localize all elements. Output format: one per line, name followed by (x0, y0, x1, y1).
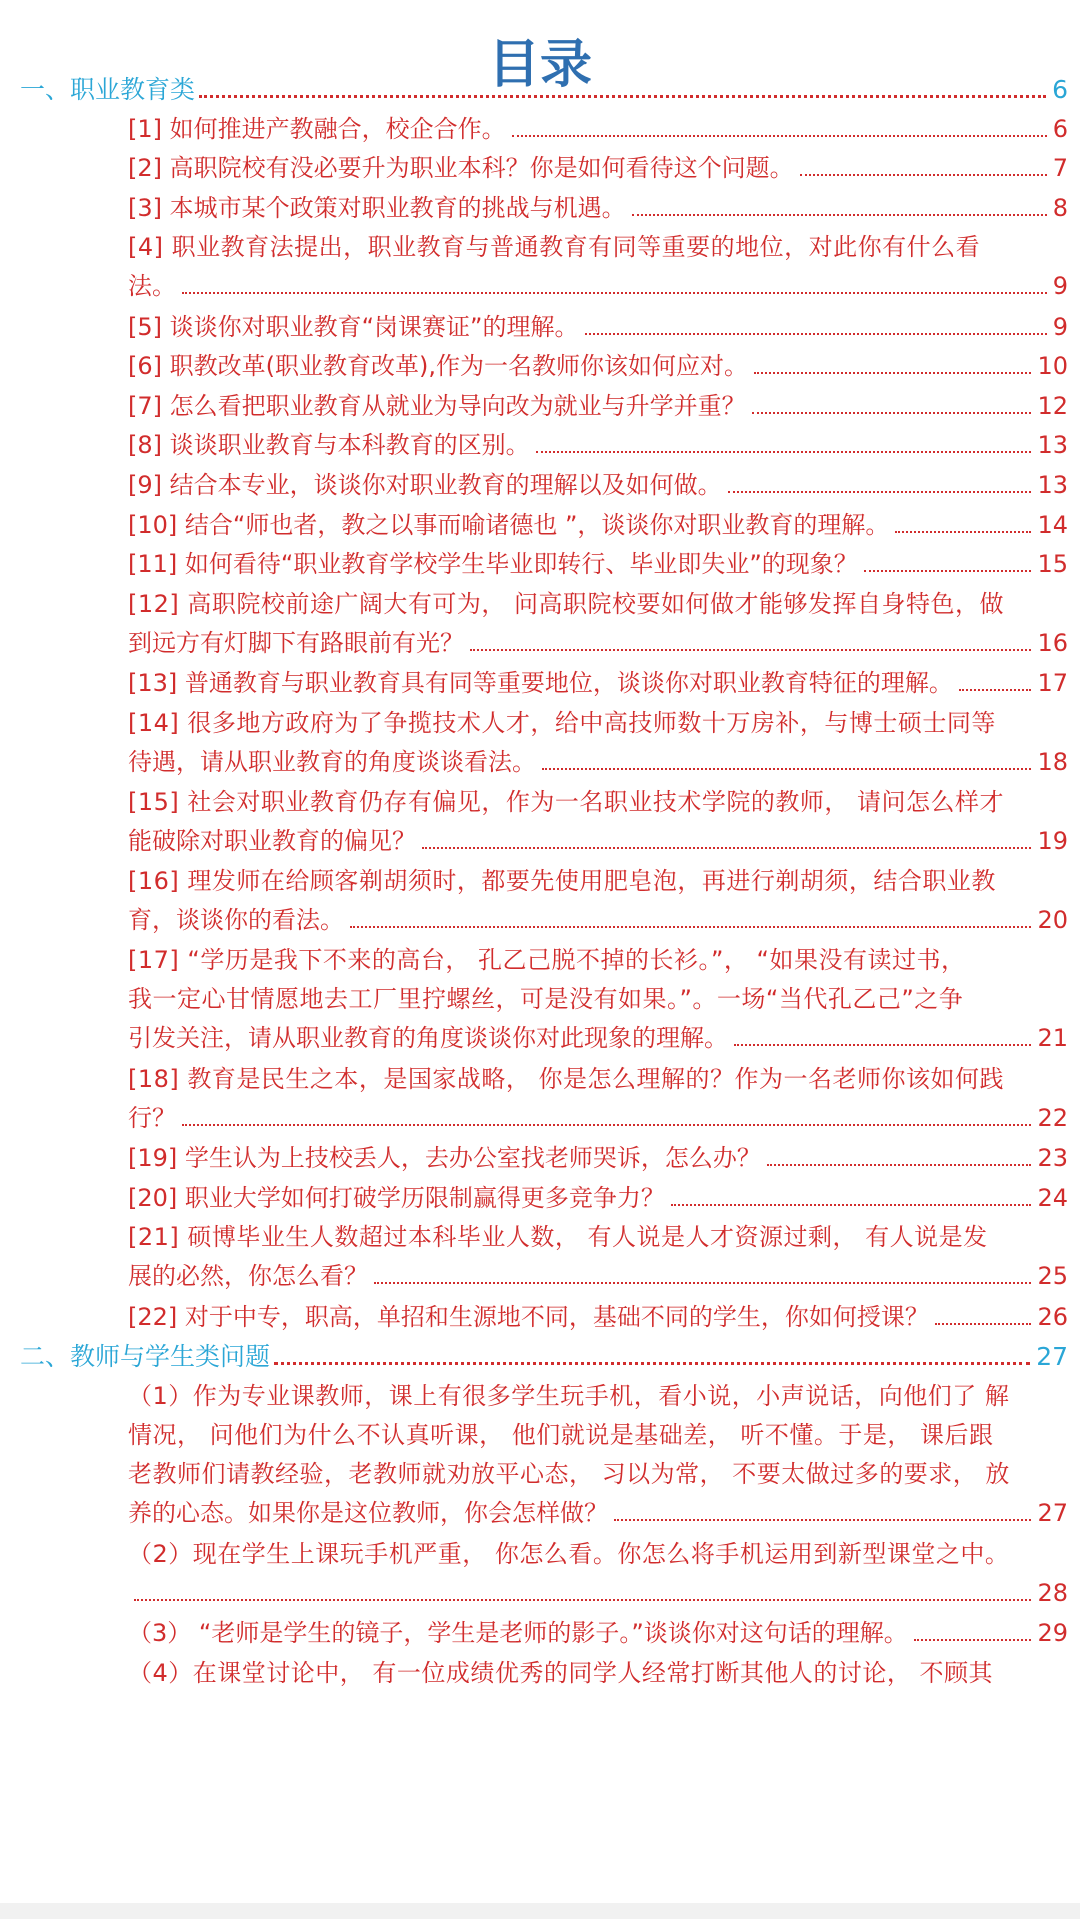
toc-entry[interactable] (128, 862, 1068, 940)
toc-entry[interactable] (128, 1614, 1068, 1653)
entry-text: 养的心态。如果你是这位教师，你会怎样做？ (128, 1498, 608, 1527)
dot-leader (895, 531, 1031, 533)
dot-leader (182, 292, 1047, 294)
section-page-number: 27 (1036, 1342, 1068, 1372)
dot-leader (632, 214, 1047, 216)
dot-leader (470, 649, 1031, 651)
entry-text: [16] 理发师在给顾客剃胡须时，都要先使用肥皂泡，再进行剃胡须，结合职业教 (128, 867, 996, 895)
entry-page-number: 13 (1037, 431, 1068, 460)
dot-leader (585, 333, 1047, 335)
entry-text: [21] 硕博毕业生人数超过本科毕业人数， 有人说是人才资源过剩， 有人说是发 (128, 1223, 988, 1252)
page-title: 目录 (487, 35, 592, 95)
dot-leader (959, 689, 1032, 691)
entry-text: [5] 谈谈你对职业教育“岗课赛证”的理解。 (128, 312, 579, 341)
toc-entry[interactable] (128, 1377, 1068, 1533)
dot-leader (350, 926, 1031, 928)
toc-entry[interactable] (128, 1179, 1068, 1218)
dot-leader (542, 768, 1031, 770)
dot-leader (374, 1282, 1031, 1284)
dot-leader (422, 847, 1031, 849)
entry-text: [3] 本城市某个政策对职业教育的挑战与机遇。 (128, 193, 626, 222)
dot-leader (512, 135, 1047, 137)
entry-text: [6] 职教改革(职业教育改革),作为一名教师你该如何应对。 (128, 352, 748, 381)
entry-page-number: 21 (1037, 1024, 1068, 1053)
dot-leader (752, 412, 1032, 414)
toc-entry[interactable] (128, 149, 1068, 188)
entry-page-number: 24 (1037, 1183, 1068, 1212)
entry-page-number: 8 (1052, 193, 1068, 222)
entry-page-number: 10 (1037, 352, 1068, 381)
entry-page-number: 15 (1037, 550, 1068, 579)
entry-page-number: 6 (1052, 114, 1068, 143)
entry-page-number: 12 (1037, 391, 1068, 420)
entry-page-number: 19 (1037, 826, 1068, 855)
entry-text: 到远方有灯脚下有路眼前有光？ (128, 628, 464, 657)
toc-entry[interactable] (128, 545, 1068, 584)
toc-entry[interactable] (128, 664, 1068, 703)
dot-leader (914, 1639, 1032, 1641)
entry-text: 我一定心甘情愿地去工厂里拧螺丝，可是没有如果。”。一场“当代孔乙己”之争 (128, 985, 964, 1014)
dot-leader (767, 1164, 1032, 1166)
entry-text: （1）作为专业课教师，课上有很多学生玩手机，看小说，小声说话，向他们了 解 (128, 1381, 1010, 1410)
entry-page-number: 7 (1052, 154, 1068, 183)
entry-text: [4] 职业教育法提出，职业教育与普通教育有同等重要的地位，对此你有什么看 (128, 233, 981, 262)
dot-leader (671, 1204, 1032, 1206)
entry-text: [19] 学生认为上技校丢人，去办公室找老师哭诉，怎么办？ (128, 1144, 761, 1173)
entry-page-number: 18 (1037, 747, 1068, 776)
dot-leader (754, 372, 1031, 374)
entry-text: 待遇，请从职业教育的角度谈谈看法。 (128, 747, 536, 776)
dot-leader (864, 570, 1032, 572)
entry-text: 能破除对职业教育的偏见？ (128, 826, 416, 855)
entry-text: [20] 职业大学如何打破学历限制赢得更多竞争力？ (128, 1183, 665, 1212)
toc-section-heading[interactable] (20, 1337, 1068, 1376)
section-label: 二、教师与学生类问题 (20, 1342, 271, 1372)
entry-text: [1] 如何推进产教融合，校企合作。 (128, 114, 506, 143)
toc-entry[interactable] (128, 1535, 1068, 1613)
dot-leader (536, 451, 1032, 453)
entry-text: 展的必然，你怎么看？ (128, 1262, 368, 1291)
entry-text: [8] 谈谈职业教育与本科教育的区别。 (128, 431, 530, 460)
dot-leader (182, 1124, 1031, 1126)
entry-text: [22] 对于中专，职高，单招和生源地不同，基础不同的学生，你如何授课？ (128, 1302, 929, 1331)
entry-text: [10] 结合“师也者，教之以事而喻诸德也 ”，谈谈你对职业教育的理解。 (128, 510, 890, 539)
dot-leader (935, 1323, 1032, 1325)
entry-text: （2）现在学生上课玩手机严重， 你怎么看。你怎么将手机运用到新型课堂之中。 (128, 1540, 1010, 1569)
toc-entry[interactable] (128, 783, 1068, 861)
dot-leader (134, 1599, 1031, 1601)
entry-text: 情况， 问他们为什么不认真听课， 他们就说是基础差， 听不懂。于是， 课后跟 (128, 1420, 994, 1449)
entry-text: [13] 普通教育与职业教育具有同等重要地位，谈谈你对职业教育特征的理解。 (128, 669, 953, 697)
toc-section-heading[interactable] (20, 70, 1068, 109)
entry-text: [17] “学历是我下不来的高台， 孔乙己脱不掉的长衫。”， “如果没有读过书， (128, 946, 966, 975)
toc-entry[interactable] (128, 426, 1068, 465)
entry-text: [18] 教育是民生之本，是国家战略， 你是怎么理解的？作为一名老师你该如何践 (128, 1065, 1005, 1093)
entry-text: [15] 社会对职业教育仍存有偏见，作为一名职业技术学院的教师， 请问怎么样才 (128, 787, 1005, 816)
dot-leader (614, 1519, 1031, 1521)
entry-text: [12] 高职院校前途广阔大有可为， 问高职院校要如何做才能够发挥自身特色，做 (128, 589, 1005, 618)
entry-text: 引发关注，请从职业教育的角度谈谈你对此现象的理解。 (128, 1024, 728, 1053)
entry-page-number: 13 (1037, 471, 1068, 499)
entry-text: （4）在课堂讨论中， 有一位成绩优秀的同学人经常打断其他人的讨论， 不顾其 (128, 1659, 994, 1687)
toc-entry[interactable] (128, 189, 1068, 228)
entry-page-number: 29 (1037, 1619, 1068, 1648)
entry-page-number: 9 (1052, 312, 1068, 341)
entry-page-number: 16 (1037, 628, 1068, 657)
bottom-bar (0, 1903, 1080, 1919)
dot-leader (800, 174, 1047, 176)
toc-entry[interactable] (128, 308, 1068, 347)
entry-page-number: 25 (1037, 1262, 1068, 1291)
entry-page-number: 26 (1037, 1302, 1068, 1331)
entry-text: [11] 如何看待“职业教育学校学生毕业即转行、毕业即失业”的现象？ (128, 550, 858, 579)
dot-leader (199, 95, 1046, 98)
dot-leader (274, 1362, 1030, 1365)
toc-entry[interactable] (128, 347, 1068, 386)
entry-page-number: 9 (1052, 272, 1068, 301)
toc-entry[interactable] (128, 1139, 1068, 1178)
entry-page-number: 22 (1037, 1104, 1068, 1132)
toc-entry[interactable] (128, 110, 1068, 149)
toc-entry[interactable] (128, 228, 1068, 306)
dot-leader (734, 1044, 1031, 1046)
entry-text: [7] 怎么看把职业教育从就业为导向改为就业与升学并重？ (128, 391, 746, 420)
section-page-number: 6 (1052, 75, 1068, 104)
entry-text: （3） “老师是学生的镜子，学生是老师的影子。”谈谈你对这句话的理解。 (128, 1619, 908, 1648)
toc-entry[interactable] (128, 704, 1068, 782)
toc-entry[interactable] (128, 941, 1068, 1058)
entry-page-number: 23 (1037, 1144, 1068, 1173)
entry-text: [9] 结合本专业，谈谈你对职业教育的理解以及如何做。 (128, 471, 722, 499)
dot-leader (728, 491, 1032, 493)
entry-page-number: 17 (1037, 669, 1068, 697)
entry-text: 老教师们请教经验，老教师就劝放平心态， 习以为常， 不要太做过多的要求， 放 (128, 1459, 1010, 1488)
entry-text: 育，谈谈你的看法。 (128, 906, 344, 934)
toc-entry[interactable] (128, 387, 1068, 426)
entry-page-number: 14 (1037, 510, 1068, 539)
toc-entry[interactable] (128, 1060, 1068, 1138)
entry-text: 法。 (128, 272, 176, 301)
entry-page-number: 27 (1037, 1498, 1068, 1527)
entry-text: 行？ (128, 1104, 176, 1132)
toc-entry[interactable] (128, 466, 1068, 505)
toc-entry[interactable] (128, 585, 1068, 663)
entry-page-number: 20 (1037, 906, 1068, 934)
toc-entry[interactable] (128, 1218, 1068, 1296)
section-label: 一、职业教育类 (20, 75, 196, 104)
entry-text: [14] 很多地方政府为了争揽技术人才，给中高技师数十万房补，与博士硕士同等 (128, 708, 996, 737)
entry-page-number: 28 (1037, 1579, 1068, 1608)
toc-entry[interactable] (128, 1654, 1068, 1693)
toc-entry[interactable] (128, 506, 1068, 545)
toc-entry[interactable] (128, 1298, 1068, 1337)
entry-text: [2] 高职院校有没必要升为职业本科？你是如何看待这个问题。 (128, 154, 794, 183)
